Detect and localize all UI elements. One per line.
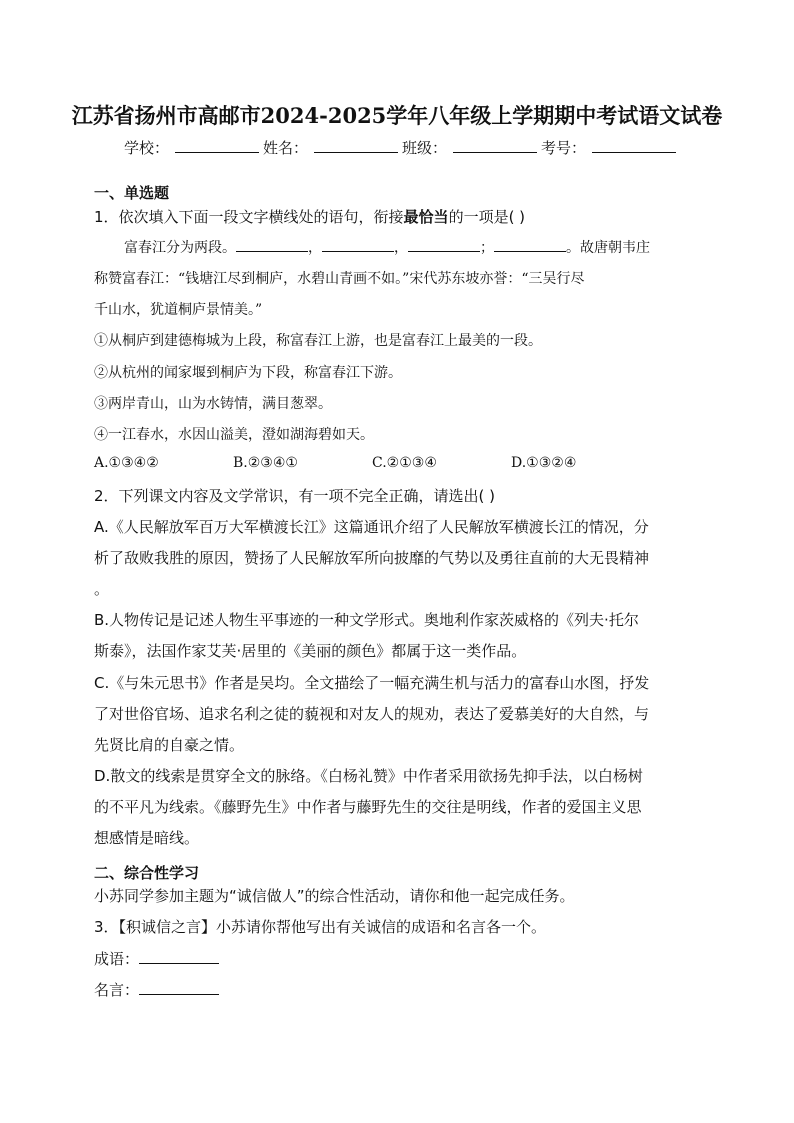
quote-answer-line (94, 979, 219, 1000)
q2-option-c-line-3[interactable]: 先贤比肩的自豪之情。 (94, 736, 245, 754)
school-blank[interactable] (175, 136, 259, 153)
q1-passage-1b: 。故唐朝韦庄 (566, 240, 650, 256)
number-label: 考号： (541, 139, 587, 157)
q1-sep-1: ， (308, 240, 322, 256)
class-blank[interactable] (453, 136, 537, 153)
q3-stem: 3．【积诚信之言】小苏请你帮他写出有关诚信的成语和名言各一个。 (94, 918, 547, 936)
quote-label: 名言： (94, 981, 140, 999)
idiom-answer-line (94, 948, 219, 969)
idiom-label: 成语： (94, 950, 140, 968)
name-label: 姓名： (263, 139, 309, 157)
q1-sep-3: ； (480, 240, 494, 256)
student-info-line (124, 136, 680, 158)
school-label: 学校： (124, 139, 170, 157)
section-2-heading: 二、综合性学习 (94, 864, 200, 882)
section-1-heading: 一、单选题 (94, 184, 170, 202)
quote-blank[interactable] (139, 980, 219, 995)
q2-option-a-line-3[interactable]: 。 (94, 580, 110, 598)
q1-stem-bold: 最恰当 (403, 208, 449, 226)
q2-option-c-line-2[interactable]: 了对世俗官场、追求名利之徒的藐视和对友人的规劝，表达了爱慕美好的大自然，与 (94, 705, 650, 723)
q1-item-3: ③两岸青山，山为水铸情，满目葱翠。 (94, 396, 332, 412)
q1-blank-4[interactable] (494, 237, 566, 252)
q1-option-b[interactable]: B.②③④① (233, 455, 298, 471)
q2-option-a-line-2[interactable]: 析了敌败我胜的原因，赞扬了人民解放军所向披靡的气势以及勇往直前的大无畏精神 (94, 549, 650, 567)
q1-stem-b: 的一项是( ) (448, 208, 526, 226)
name-blank[interactable] (314, 136, 398, 153)
q2-stem: 2．下列课文内容及文学常识，有一项不完全正确，请选出( ) (94, 487, 496, 505)
exam-title: 江苏省扬州市高邮市2024-2025学年八年级上学期期中考试语文试卷 (71, 103, 723, 128)
q1-item-4: ④一江春水，水因山溢美，澄如湖海碧如天。 (94, 427, 374, 443)
number-blank[interactable] (592, 136, 676, 153)
section-2-intro: 小苏同学参加主题为“诚信做人”的综合性活动，请你和他一起完成任务。 (94, 887, 575, 905)
q1-option-a[interactable]: A.①③④② (94, 455, 159, 471)
q1-blank-1[interactable] (236, 237, 308, 252)
q1-option-c[interactable]: C.②①③④ (372, 455, 437, 471)
idiom-blank[interactable] (139, 949, 219, 964)
q1-stem (94, 206, 525, 227)
q1-passage-1a: 富春江分为两段。 (124, 240, 236, 256)
q2-option-d-line-3[interactable]: 想感情是暗线。 (94, 829, 200, 847)
q1-passage-line-2: 称赞富春江：“钱塘江尽到桐庐，水碧山青画不如。”宋代苏东坡亦誉：“三吴行尽 (94, 271, 585, 287)
q1-blank-2[interactable] (322, 237, 394, 252)
q2-option-d-line-2[interactable]: 的不平凡为线索。《藤野先生》中作者与藤野先生的交往是明线，作者的爱国主义思 (94, 798, 642, 816)
q1-item-2: ②从杭州的闻家堰到桐庐为下段，称富春江下游。 (94, 365, 402, 381)
q2-option-b-line-2[interactable]: 斯泰》，法国作家艾芙·居里的《美丽的颜色》都属于这一类作品。 (94, 642, 527, 660)
q1-passage-line-3: 千山水，犹道桐庐景情美。” (94, 302, 263, 318)
q1-blank-3[interactable] (408, 237, 480, 252)
q1-stem-a: 1．依次填入下面一段文字横线处的语句，衔接 (94, 208, 404, 226)
q1-option-d[interactable]: D.①③②④ (511, 455, 577, 471)
q2-option-d-line-1[interactable]: D.散文的线索是贯穿全文的脉络。《白杨礼赞》中作者采用欲扬先抑手法，以白杨树 (94, 767, 643, 785)
q1-item-1: ①从桐庐到建德梅城为上段，称富春江上游，也是富春江上最美的一段。 (94, 333, 542, 349)
q1-sep-2: ， (394, 240, 408, 256)
q1-passage-line-1 (124, 237, 650, 257)
q2-option-b-line-1[interactable]: B.人物传记是记述人物生平事迹的一种文学形式。奥地利作家茨威格的《列夫·托尔 (94, 611, 639, 629)
class-label: 班级： (402, 139, 448, 157)
q2-option-c-line-1[interactable]: C.《与朱元思书》作者是吴均。全文描绘了一幅充满生机与活力的富春山水图，抒发 (94, 674, 650, 692)
q2-option-a-line-1[interactable]: A.《人民解放军百万大军横渡长江》这篇通讯介绍了人民解放军横渡长江的情况，分 (94, 518, 649, 536)
